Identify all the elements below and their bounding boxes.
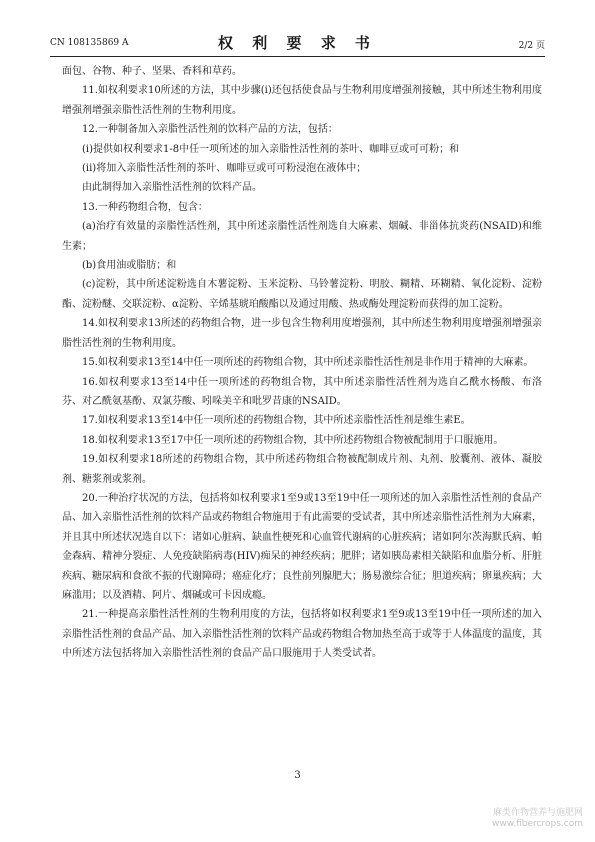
claims-body (62, 62, 542, 664)
claim-paragraph: (a)治疗有效量的亲脂性活性剂，其中所述亲脂性活性剂选自大麻素、烟碱、非甾体抗炎药(NSAID)和维生素； (62, 221, 542, 252)
claim-paragraph: 17.如权利要求13至14中任一项所述的药物组合物，其中所述亲脂性活性剂是维生素E。 (82, 415, 471, 427)
watermark-url: www.fibercrops.com (492, 819, 583, 829)
page-header (50, 32, 545, 54)
section-title: 权 利 要 求 书 (218, 34, 377, 52)
claim-paragraph: 20.一种治疗状况的方法，包括将如权利要求1至9或13至19中任一项所述的加入亲脂性活性剂的食品产品、加入亲脂性活性剂的饮料产品或药物组合物施用于有此需要的受试者，其中所述亲脂性活性剂为大麻素，并且其中所述状况选自以下：诸如心脏病、缺血性梗死和心血管代谢病的心脏疾病；诸如阿尔茨海默氏病、帕金森病、精神分裂症、人免疫缺陷病毒(HIV)痴呆的神经疾病；肥胖；诸如胰岛素相关缺陷和血脂分析、肝脏疾病、糖尿病和食欲不振的代谢障碍；癌症化疗；良性前列腺肥大；肠易激综合征；胆道疾病；卵巢疾病；大麻滥用；以及酒精、阿片、烟碱或可卡因成瘾。 (62, 492, 542, 601)
claim-paragraph: (c)淀粉，其中所述淀粉选自木薯淀粉、玉米淀粉、马铃薯淀粉、明胶、糊精、环糊精、氧化淀粉、淀粉酯、淀粉醚、交联淀粉、α淀粉、辛烯基琥珀酸酯以及通过用酸、热或酶处理淀粉而获得的加工淀粉。 (62, 279, 542, 310)
claim-paragraph: 13.一种药物组合物，包含： (82, 201, 208, 213)
document-number: CN 108135869 A (50, 38, 129, 48)
site-watermark (492, 808, 583, 830)
claim-paragraph: 19.如权利要求18所述的药物组合物，其中所述药物组合物被配制成片剂、丸剂、胶囊剂、液体、凝胶剂、糖浆剂或浆剂。 (62, 454, 542, 485)
claim-paragraph: 21.一种提高亲脂性活性剂的生物利用度的方法，包括将如权利要求1至9或13至19中任一项所述的加入亲脂性活性剂的食品产品、加入亲脂性活性剂的饮料产品或药物组合物加热至高于或等于人体温度的温度，其中所述方法包括将加入亲脂性活性剂的食品产品口服施用于人类受试者。 (62, 609, 542, 660)
watermark-title: 麻类作物营养与施肥网 (492, 808, 583, 818)
claim-paragraph: 11.如权利要求10所述的方法，其中步骤(i)还包括使食品与生物利用度增强剂接触，其中所述生物利用度增强剂增强亲脂性活性剂的生物利用度。 (62, 85, 542, 116)
page-indicator: 2/2 页 (518, 41, 545, 51)
claim-paragraph: 18.如权利要求13至17中任一项所述的药物组合物，其中所述药物组合物被配制用于口服施用。 (82, 434, 504, 446)
page-number: 3 (294, 770, 301, 781)
claim-paragraph: 14.如权利要求13所述的药物组合物，进一步包含生物利用度增强剂，其中所述生物利用度增强剂增强亲脂性活性剂的生物利用度。 (62, 318, 542, 349)
claim-paragraph: 15.如权利要求13至14中任一项所述的药物组合物，其中所述亲脂性活性剂是非作用于精神的大麻素。 (82, 357, 534, 369)
claim-paragraph: (b)食用油或脂肪；和 (82, 260, 177, 272)
claim-paragraph: 由此制得加入亲脂性活性剂的饮料产品。 (82, 182, 262, 194)
claim-paragraph: 面包、谷物、种子、坚果、香料和草药。 (62, 66, 242, 77)
claim-paragraph: 16.如权利要求13至14中任一项所述的药物组合物，其中所述亲脂性活性剂为选自乙酰水杨酸、布洛芬、对乙酰氨基酚、双氯芬酸、吲哚美辛和吡罗昔康的NSAID。 (62, 376, 542, 407)
claim-paragraph: (ii)将加入亲脂性活性剂的茶叶、咖啡豆或可可粉浸泡在液体中； (82, 163, 367, 175)
header-divider (50, 56, 545, 57)
claim-paragraph: 12.一种制备加入亲脂性活性剂的饮料产品的方法，包括： (82, 124, 338, 136)
claim-paragraph: (i)提供如权利要求1-8中任一项所述的加入亲脂性活性剂的茶叶、咖啡豆或可可粉；和 (82, 143, 460, 155)
